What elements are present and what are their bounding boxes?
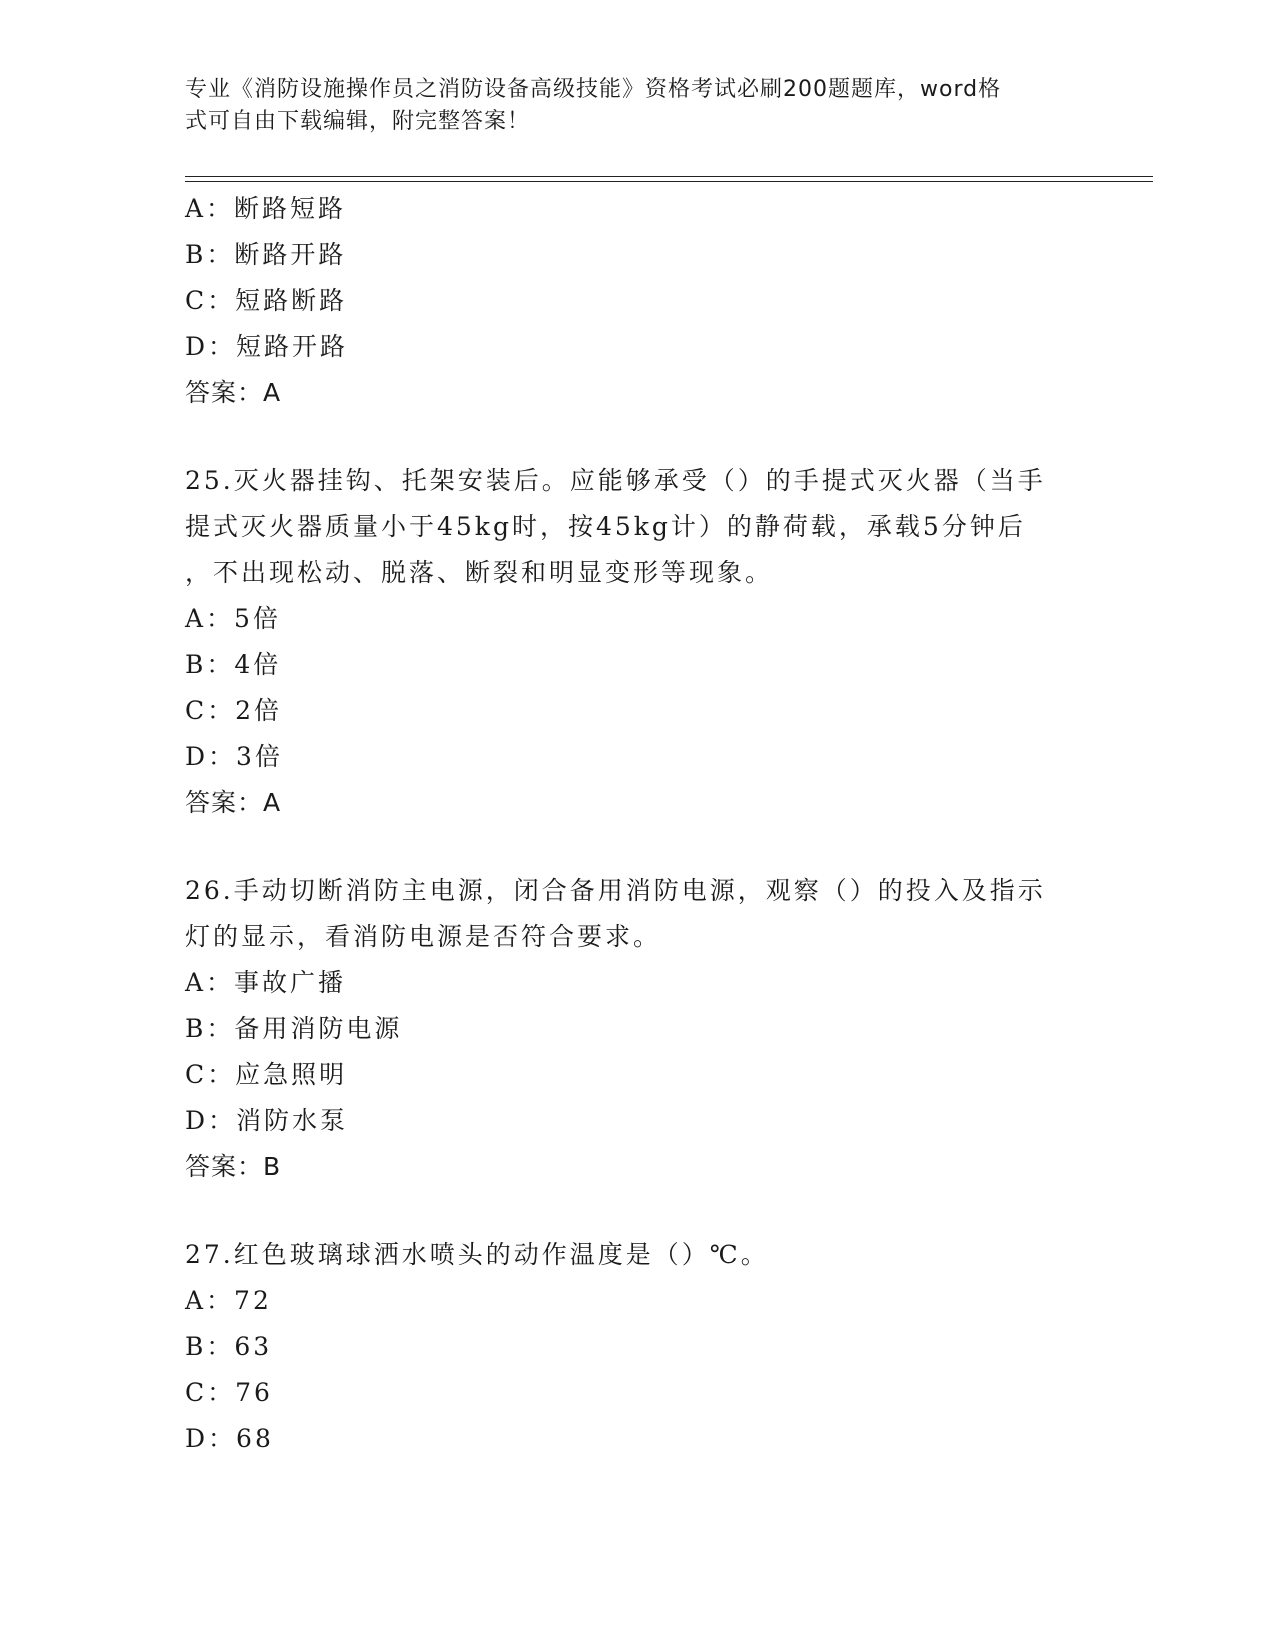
option-a: A：72 (185, 1286, 272, 1315)
option-b: B：备用消防电源 (185, 1014, 403, 1043)
option-c: C：应急照明 (185, 1060, 348, 1089)
question-stem (185, 1232, 1085, 1278)
stem-line: ，不出现松动、脱落、断裂和明显变形等现象。 (185, 558, 774, 587)
option-b: B：4倍 (185, 650, 282, 679)
option-c: C：76 (185, 1378, 273, 1407)
spacer (185, 1190, 1085, 1232)
stem-line: 25.灭火器挂钩、托架安装后。应能够承受（）的手提式灭火器（当手 (185, 466, 1046, 495)
header-divider-top (185, 176, 1153, 177)
spacer (185, 416, 1085, 458)
question-25 (185, 458, 1085, 826)
option-b: B：断路开路 (185, 240, 347, 269)
header-divider-bottom (185, 181, 1153, 182)
option-d: D：68 (185, 1424, 274, 1453)
option-a: A：5倍 (185, 604, 281, 633)
answer: 答案：B (185, 1152, 282, 1181)
option-d: D：消防水泵 (185, 1106, 349, 1135)
question-stem (185, 868, 1085, 960)
question-24 (185, 186, 1085, 416)
option-d: D：短路开路 (185, 332, 349, 361)
question-list (185, 186, 1085, 1462)
document-header (185, 74, 1065, 138)
question-26 (185, 868, 1085, 1190)
option-a: A：事故广播 (185, 968, 347, 997)
question-stem (185, 458, 1085, 596)
answer: 答案：A (185, 788, 282, 817)
question-27 (185, 1232, 1085, 1462)
header-line-1: 专业《消防设施操作员之消防设备高级技能》资格考试必刷200题题库，word格 (185, 77, 1002, 102)
option-d: D：3倍 (185, 742, 283, 771)
header-line-2: 式可自由下载编辑，附完整答案！ (185, 109, 531, 134)
spacer (185, 826, 1085, 868)
option-a: A：断路短路 (185, 194, 347, 223)
answer: 答案：A (185, 378, 282, 407)
option-c: C：短路断路 (185, 286, 348, 315)
stem-line: 26.手动切断消防主电源，闭合备用消防电源，观察（）的投入及指示 (185, 876, 1046, 905)
stem-line: 27.红色玻璃球洒水喷头的动作温度是（）℃。 (185, 1240, 769, 1269)
stem-line: 灯的显示，看消防电源是否符合要求。 (185, 922, 662, 951)
option-c: C：2倍 (185, 696, 283, 725)
option-b: B：63 (185, 1332, 273, 1361)
stem-line: 提式灭火器质量小于45kg时，按45kg计）的静荷载，承载5分钟后 (185, 512, 1026, 541)
